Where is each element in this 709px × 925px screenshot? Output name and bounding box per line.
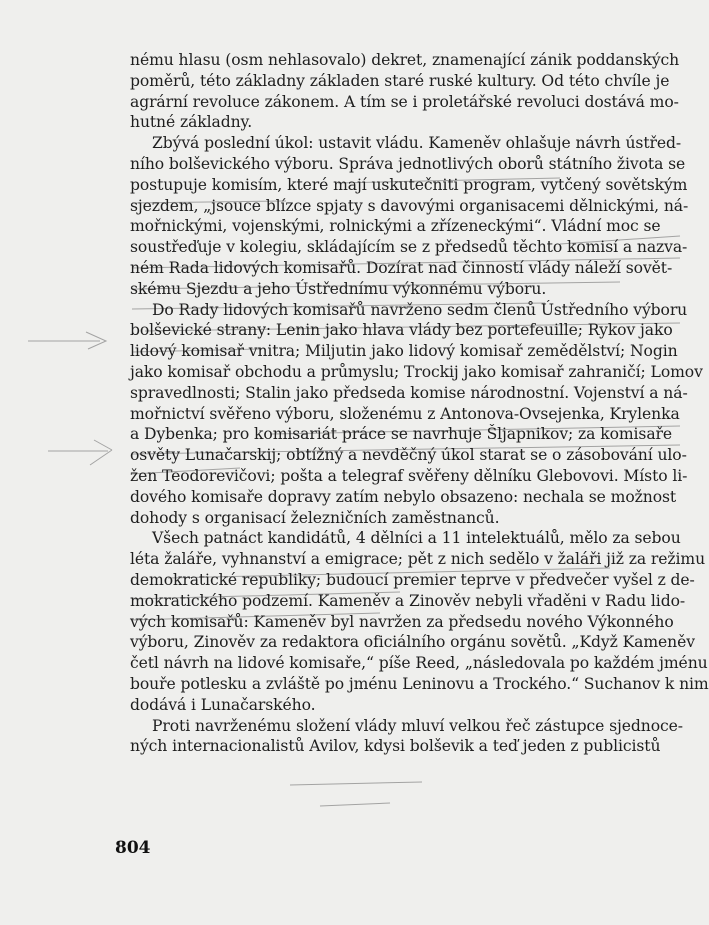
text-line: postupuje komisím, které mají uskutečniti program, vytčený sovětským (130, 175, 688, 194)
text-line: nému hlasu (osm nehlasovalo) dekret, znamenající zánik poddanských (130, 51, 680, 69)
text-line: Zbývá poslední úkol: ustavit vládu. Kameněv ohlašuje návrh ústřed- (152, 134, 682, 153)
text-line: Proti navrženému složení vlády mluví velkou řeč zástupce sjednoce- (152, 716, 683, 735)
text-line: ném Rada lidových komisařů. Dozírat nad činností vlády náleží sovět- (130, 258, 673, 277)
underline-mark (290, 782, 422, 785)
text-line: mokratického podzemí. Kameněv a Zinověv nebyli vřaděni v Radu lido- (130, 591, 686, 610)
text-line: mořnictví svěřeno výboru, složenému z Antonova-Ovsejenka, Krylenka (130, 404, 680, 423)
text-line: jako komisař obchodu a průmyslu; Trockij jako komisař zahraničí; Lomov (130, 362, 703, 381)
margin-arrow-icon (28, 332, 106, 349)
text-line: sjezdem, „jsouce blízce spjaty s davovými organisacemi dělnickými, ná- (130, 196, 689, 215)
text-line: poměrů, této základny základen staré ruské kultury. Od této chvíle je (130, 71, 670, 90)
text-line: lidový komisař vnitra; Miljutin jako lidový komisař zemědělství; Nogin (130, 342, 678, 361)
text-line: soustřeďuje v kolegiu, skládajícím se z předsedů těchto komisí a nazva- (130, 238, 688, 257)
text-line: a Dybenka; pro komisariát práce se navrhuje Šljapnikov; za komisaře (130, 425, 673, 444)
text-line: bolševické strany: Lenin jako hlava vlády bez portefeuille; Rykov jako (130, 321, 673, 340)
text-line: skému Sjezdu a jeho Ústřednímu výkonnému výboru. (130, 279, 547, 298)
text-line: žen Teodorevičovi; pošta a telegraf svěřeny dělníku Glebovovi. Místo li- (130, 466, 688, 485)
text-line: demokratické republiky; budoucí premier teprve v předvečer vyšel z de- (130, 570, 695, 589)
text-line: Všech patnáct kandidátů, 4 dělníci a 11 intelektuálů, mělo za sebou (152, 529, 681, 548)
text-line: dohody s organisací železničních zaměstnanců. (130, 508, 500, 527)
underline-mark (320, 803, 390, 806)
text-line: léta žaláře, vyhnanství a emigrace; pět z nich sedělo v žaláři již za režimu (130, 550, 706, 569)
text-line: mořnickými, vojenskými, rolnickými a zřízeneckými“. Vládní moc se (130, 217, 661, 236)
text-line: ných internacionalistů Avilov, kdysi bolševik a teď jeden z publicistů (130, 737, 661, 756)
text-line: dodává i Lunačarského. (130, 695, 316, 714)
body-text (130, 50, 709, 757)
margin-arrow-icon (48, 440, 112, 465)
text-line: ního bolševického výboru. Správa jednotlivých oborů státního života se (130, 154, 686, 173)
text-line: bouře potlesku a zvláště po jménu Leninovu a Trockého.“ Suchanov k nim (130, 674, 709, 693)
text-line: výboru, Zinověv za redaktora oficiálního orgánu sovětů. „Když Kameněv (130, 633, 695, 652)
page-number: 804 (115, 838, 151, 858)
text-line: Do Rady lidových komisařů navrženo sedm členů Ústředního výboru (152, 300, 688, 319)
text-line: četl návrh na lidové komisaře,“ píše Reed, „následovala po každém jménu (130, 654, 708, 673)
text-line: dového komisaře dopravy zatím nebylo obsazeno: nechala se možnost (130, 487, 677, 506)
text-line: spravedlnosti; Stalin jako předseda komise národnostní. Vojenství a ná- (130, 383, 688, 402)
text-line: agrární revoluce zákonem. A tím se i proletářské revoluci dostává mo- (130, 92, 679, 111)
text-line: vých komisařů: Kameněv byl navržen za předsedu nového Výkonného (130, 612, 674, 631)
text-line: hutné základny. (130, 113, 253, 132)
text-line: osvěty Lunačarskij; obtížný a nevděčný úkol starat se o zásobování ulo- (130, 446, 687, 465)
